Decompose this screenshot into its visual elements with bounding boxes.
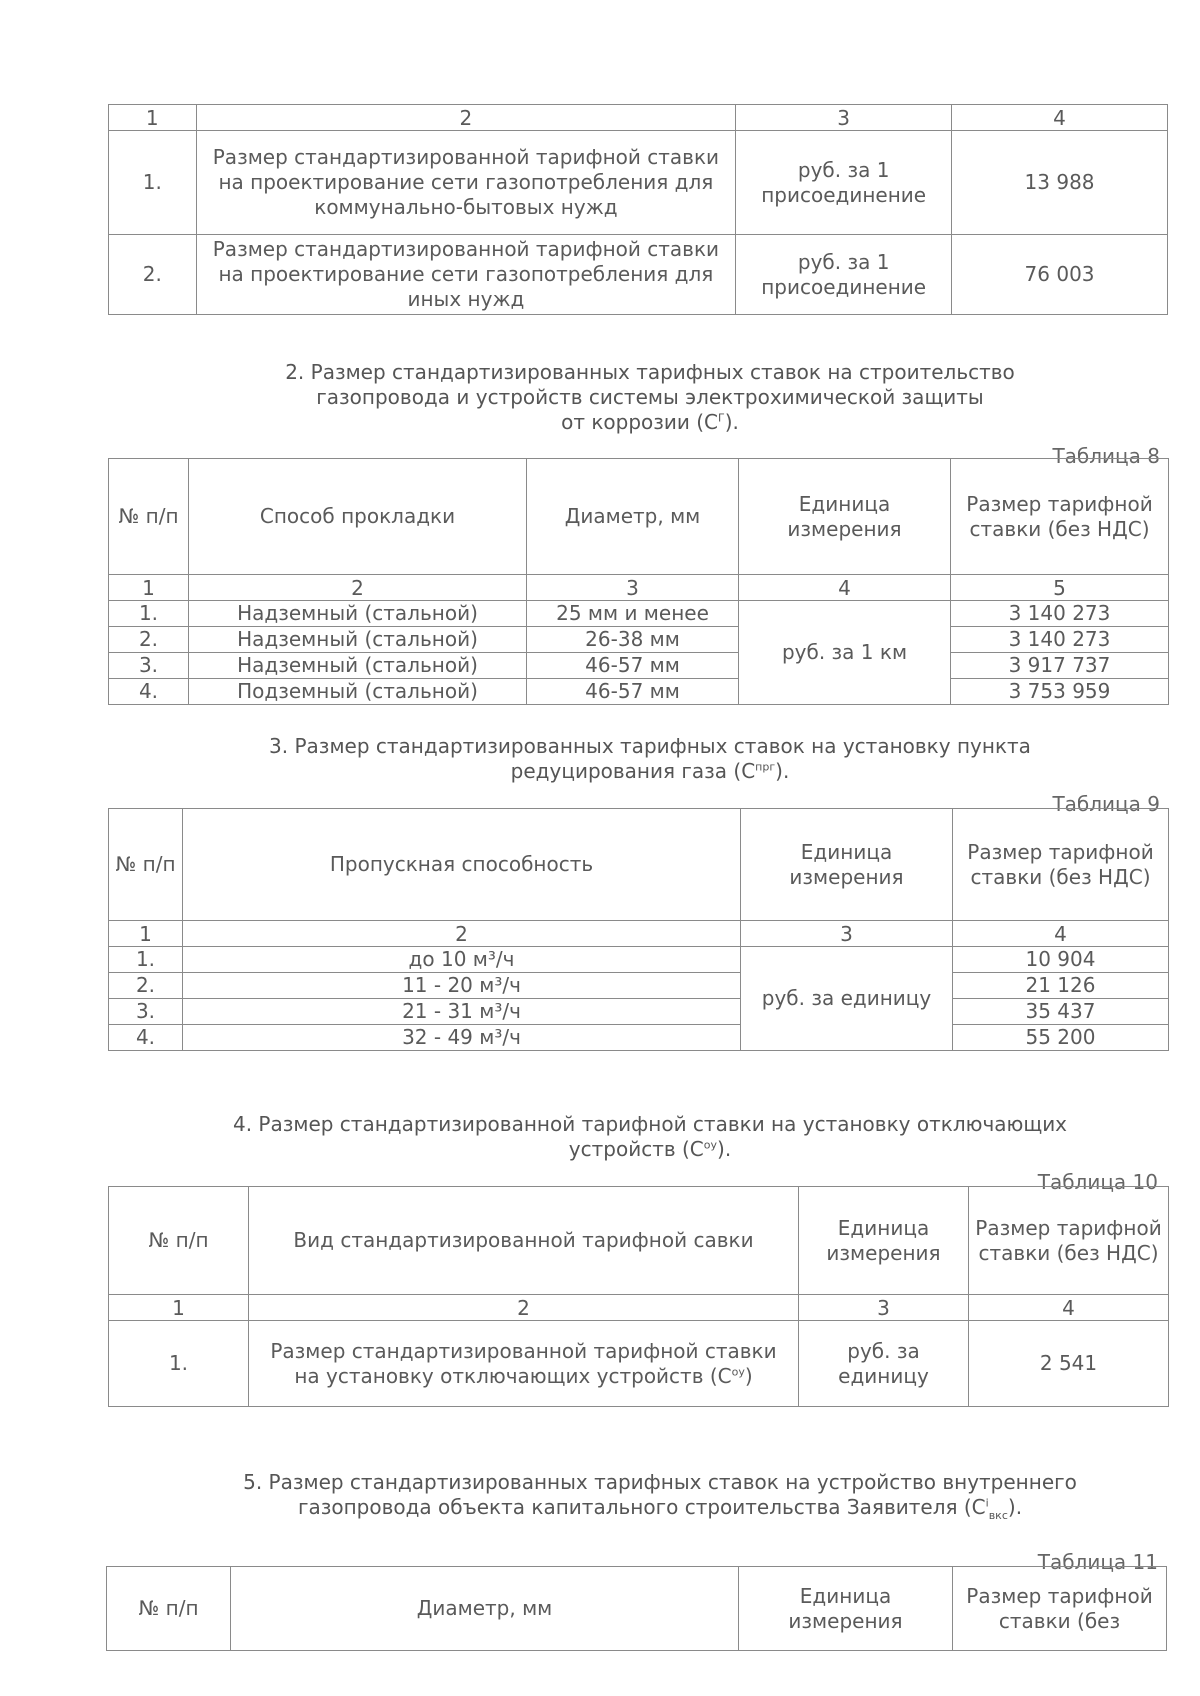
header-diameter: Диаметр, мм: [527, 459, 739, 575]
row-unit: руб. за 1 км: [739, 601, 951, 705]
header-number: № п/п: [109, 809, 183, 921]
table-caption: Таблица 10: [1037, 1170, 1158, 1194]
header-number: № п/п: [109, 1187, 249, 1295]
tariff-table-construction: [108, 458, 1169, 705]
col-number: 2: [189, 575, 527, 601]
row-method: Надземный (стальной): [189, 653, 527, 679]
row-number: 2.: [109, 627, 189, 653]
header-unit: Единица измерения: [739, 1567, 953, 1651]
section-heading: 5. Размер стандартизированных тарифных ставок на устройство внутреннего газопровода объекта капитального строительства Заявителя $(С^i_{вкс})$.: [243, 1470, 1077, 1522]
row-number: 1.: [109, 947, 183, 973]
section-heading: 4. Размер стандартизированной тарифной ставки на установку отключающих устройств $(С^{оу})$.: [232, 1112, 1068, 1161]
row-unit: руб. за единицу: [799, 1321, 969, 1407]
row-value: 3 140 273: [951, 627, 1169, 653]
header-unit: Единица измерения: [741, 809, 953, 921]
row-description: Размер стандартизированной тарифной ставки на проектирование сети газопотребления для иных нужд: [196, 235, 736, 315]
col-number: 2: [183, 921, 741, 947]
table-caption: Таблица 11: [1037, 1550, 1158, 1574]
table-row: [109, 679, 1169, 705]
table-row: [109, 601, 1169, 627]
row-number: 1.: [109, 131, 197, 235]
row-diameter: 26-38 мм: [527, 627, 739, 653]
row-diameter: 25 мм и менее: [527, 601, 739, 627]
row-unit: руб. за единицу: [741, 947, 953, 1051]
row-number: 3.: [109, 653, 189, 679]
section-heading: 3. Размер стандартизированных тарифных ставок на установку пункта редуцирования газа $(С^{прг})$.: [269, 734, 1031, 783]
col-number: 4: [952, 105, 1168, 131]
row-diameter: 46-57 мм: [527, 653, 739, 679]
table-row: [109, 627, 1169, 653]
header-type: Вид стандартизированной тарифной савки: [249, 1187, 799, 1295]
header-unit: Единица измерения: [739, 459, 951, 575]
header-rate: Размер тарифной ставки (без: [953, 1567, 1167, 1651]
row-capacity: до 10 м³/ч: [183, 947, 741, 973]
row-number: 1.: [109, 1321, 249, 1407]
header-diameter: Диаметр, мм: [231, 1567, 739, 1651]
table-row: [109, 973, 1169, 999]
row-number: 2.: [109, 235, 197, 315]
row-description: Размер стандартизированной тарифной ставки на установку отключающих устройств $(С^{оу})$: [249, 1321, 799, 1407]
row-value: 35 437: [953, 999, 1169, 1025]
header-rate: Размер тарифной ставки (без НДС): [969, 1187, 1169, 1295]
tariff-table-shutoff-devices: [108, 1186, 1169, 1407]
col-number: 1: [109, 921, 183, 947]
row-capacity: 11 - 20 м³/ч: [183, 973, 741, 999]
row-value: 55 200: [953, 1025, 1169, 1051]
row-value: 21 126: [953, 973, 1169, 999]
row-number: 4.: [109, 679, 189, 705]
col-number: 3: [741, 921, 953, 947]
row-number: 1.: [109, 601, 189, 627]
row-value: 2 541: [969, 1321, 1169, 1407]
table-row: [109, 1321, 1169, 1407]
row-method: Подземный (стальной): [189, 679, 527, 705]
header-number: № п/п: [107, 1567, 231, 1651]
row-number: 3.: [109, 999, 183, 1025]
col-number: 4: [953, 921, 1169, 947]
table-row: [109, 131, 1168, 235]
row-method: Надземный (стальной): [189, 627, 527, 653]
header-unit: Единица измерения: [799, 1187, 969, 1295]
row-diameter: 46-57 мм: [527, 679, 739, 705]
col-number: 2: [249, 1295, 799, 1321]
tariff-table-design: [108, 104, 1168, 315]
header-capacity: Пропускная способность: [183, 809, 741, 921]
table-caption: Таблица 8: [1052, 444, 1160, 468]
col-number: 4: [739, 575, 951, 601]
tariff-table-reduction-point: [108, 808, 1169, 1051]
col-number: 3: [527, 575, 739, 601]
tariff-table-internal-pipeline: [106, 1566, 1167, 1651]
header-method: Способ прокладки: [189, 459, 527, 575]
row-number: 2.: [109, 973, 183, 999]
table-row: [109, 947, 1169, 973]
row-value: 3 140 273: [951, 601, 1169, 627]
section-heading: 2. Размер стандартизированных тарифных ставок на строительство газопровода и устройств системы электрохимической защиты от коррозии $(С^Г)$.: [285, 360, 1015, 434]
col-number: 1: [109, 105, 197, 131]
row-method: Надземный (стальной): [189, 601, 527, 627]
col-number: 1: [109, 575, 189, 601]
row-unit: руб. за 1 присоединение: [736, 131, 952, 235]
table-row: [109, 999, 1169, 1025]
col-number: 3: [736, 105, 952, 131]
col-number: 2: [196, 105, 736, 131]
row-description: Размер стандартизированной тарифной ставки на проектирование сети газопотребления для коммунально-бытовых нужд: [196, 131, 736, 235]
row-value: 13 988: [952, 131, 1168, 235]
row-value: 10 904: [953, 947, 1169, 973]
header-number: № п/п: [109, 459, 189, 575]
table-row: [109, 1025, 1169, 1051]
row-number: 4.: [109, 1025, 183, 1051]
row-capacity: 32 - 49 м³/ч: [183, 1025, 741, 1051]
row-value: 76 003: [952, 235, 1168, 315]
table-caption: Таблица 9: [1052, 792, 1160, 816]
row-unit: руб. за 1 присоединение: [736, 235, 952, 315]
header-rate: Размер тарифной ставки (без НДС): [953, 809, 1169, 921]
row-value: 3 917 737: [951, 653, 1169, 679]
col-number: 1: [109, 1295, 249, 1321]
table-row: [109, 235, 1168, 315]
col-number: 3: [799, 1295, 969, 1321]
col-number: 4: [969, 1295, 1169, 1321]
col-number: 5: [951, 575, 1169, 601]
header-rate: Размер тарифной ставки (без НДС): [951, 459, 1169, 575]
table-row: [109, 653, 1169, 679]
row-value: 3 753 959: [951, 679, 1169, 705]
row-capacity: 21 - 31 м³/ч: [183, 999, 741, 1025]
